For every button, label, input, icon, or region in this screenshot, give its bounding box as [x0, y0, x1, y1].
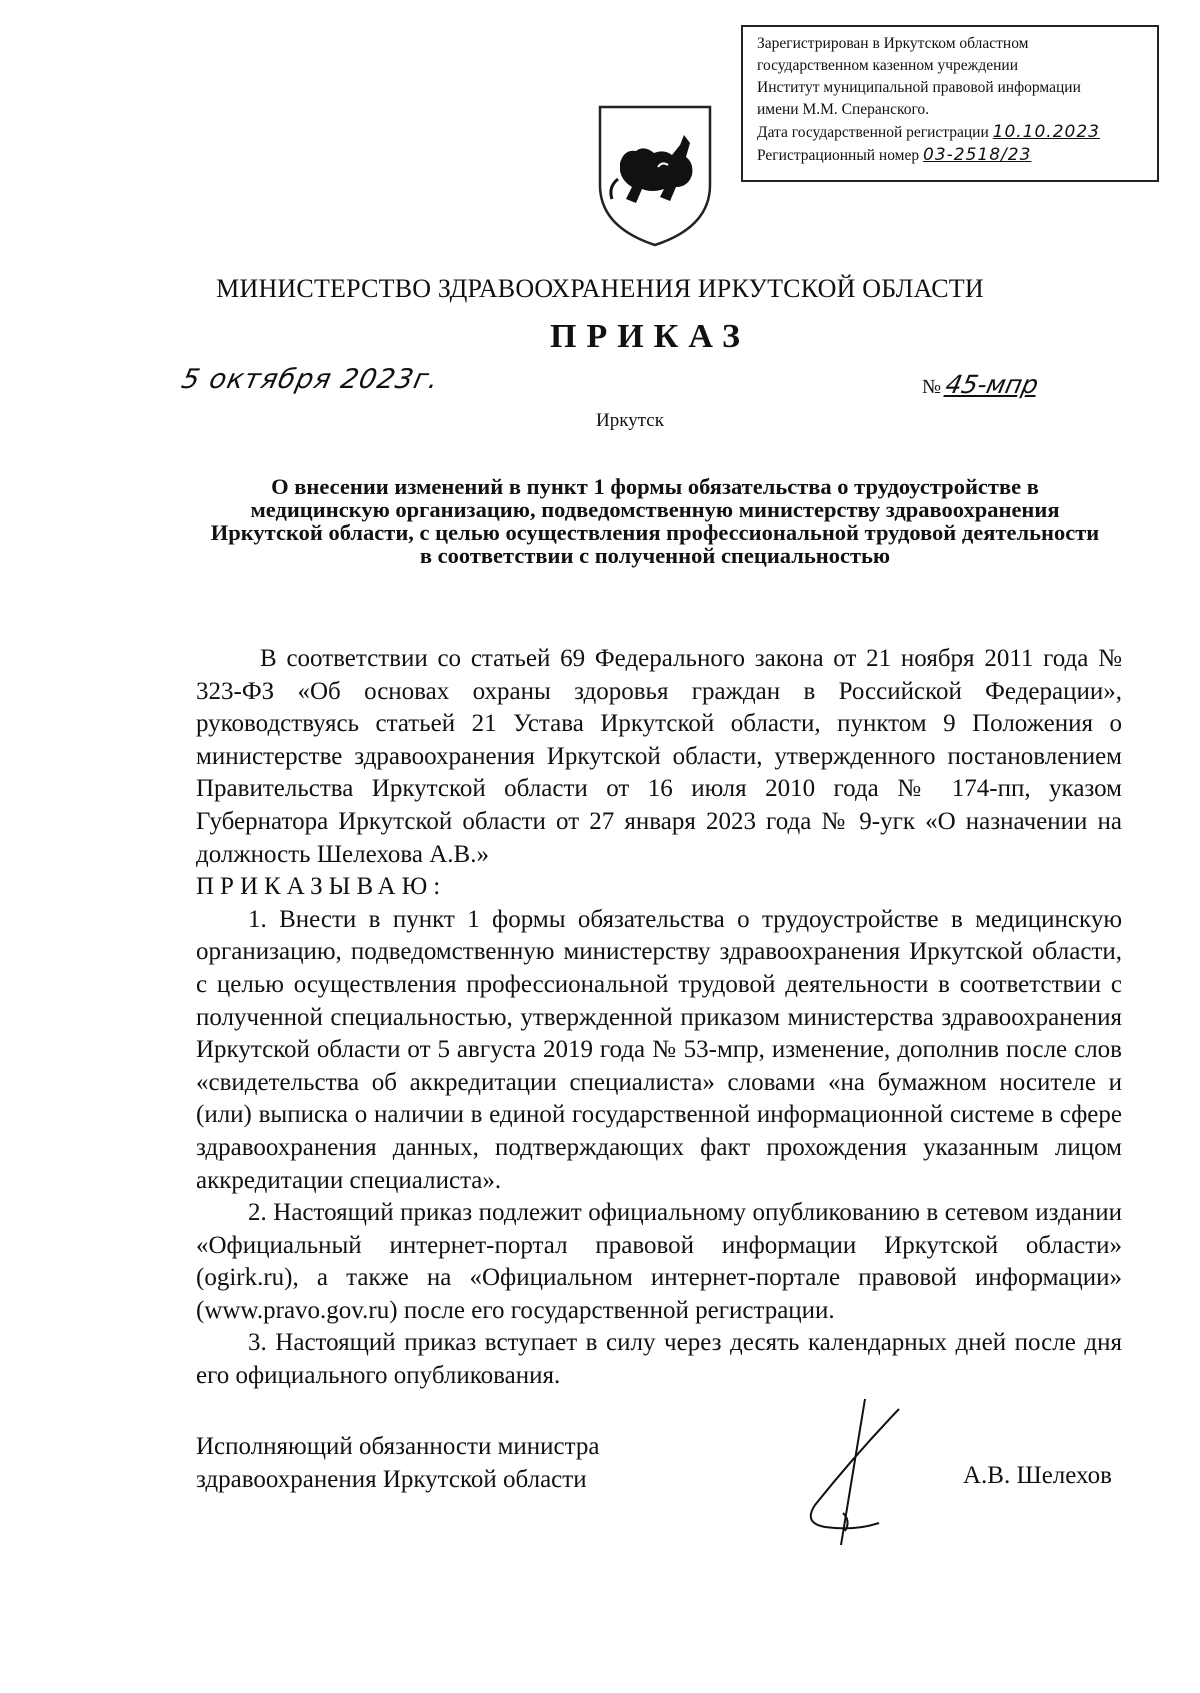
- registration-stamp: [741, 25, 1159, 182]
- stamp-line-2: государственном казенном учреждении: [757, 57, 1019, 74]
- city: Иркутск: [596, 410, 664, 431]
- preamble-paragraph: В соответствии со статьей 69 Федерального закона от 21 ноября 2011 года № 323-ФЗ «Об основах охраны здоровья граждан в Российской Федерации», руководствуясь статьей 21 Устава Иркутской области, пунктом 9 Положения о министерстве здравоохранения Иркутской области, утвержденного постановлением Правительства Иркутской области от 16 июля 2010 года № 174-пп, указом Губернатора Иркутской области от 27 января 2023 года № 9-угк «О назначении на должность Шелехова А.В.»: [196, 645, 1122, 868]
- position-line-2: здравоохранения Иркутской области: [196, 1466, 587, 1493]
- reg-number-label: Регистрационный номер: [757, 147, 920, 164]
- signatory-position: [196, 1430, 599, 1496]
- stamp-line-4: имени М.М. Сперанского.: [757, 101, 930, 118]
- number-prefix: №: [922, 376, 942, 398]
- stamp-reg-number: [757, 144, 1157, 167]
- document-number: [922, 370, 1042, 399]
- order-body: [196, 643, 1122, 1393]
- handwritten-number: 45-мпр: [943, 370, 1042, 399]
- coat-of-arms-icon: [598, 105, 712, 247]
- order-item-2: 2. Настоящий приказ подлежит официальному опубликованию в сетевом издании «Официальный интернет-портал правовой информации Иркутской области» (ogirk.ru), а также на «Официальном интернет-портале правовой информации» (www.pravo.gov.ru) после его государственной регистрации.: [196, 1199, 1122, 1324]
- handwritten-date: 5 октября 2023г.: [178, 364, 442, 395]
- ministry-name: МИНИСТЕРСТВО ЗДРАВООХРАНЕНИЯ ИРКУТСКОЙ ОБЛАСТИ: [216, 274, 984, 303]
- reg-date-label: Дата государственной регистрации: [757, 124, 989, 141]
- document-type: ПРИКАЗ: [550, 318, 750, 355]
- handwritten-signature-icon: [795, 1395, 925, 1555]
- order-item-3: 3. Настоящий приказ вступает в силу через десять календарных дней после дня его официального опубликования.: [196, 1329, 1122, 1390]
- stamp-line-1: Зарегистрирован в Иркутском областном: [757, 35, 1029, 52]
- order-word: ПРИКАЗЫВАЮ:: [196, 873, 447, 901]
- stamp-line-3: Институт муниципальной правовой информации: [757, 79, 1081, 96]
- order-title: О внесении изменений в пункт 1 формы обязательства о трудоустройстве в медицинскую организацию, подведомственную министерству здравоохранения Иркутской области, с целью осуществления профессиональной трудовой деятельности в соответствии с полученной специальностью: [210, 474, 1100, 568]
- reg-number-value: 03-2518/23: [923, 145, 1032, 165]
- position-line-1: Исполняющий обязанности министра: [196, 1433, 600, 1460]
- reg-date-value: 10.10.2023: [992, 122, 1100, 142]
- signatory-name: А.В. Шелехов: [963, 1462, 1112, 1489]
- stamp-reg-date: [757, 121, 1157, 144]
- order-item-1: 1. Внести в пункт 1 формы обязательства о трудоустройстве в медицинскую организацию, подведомственную министерству здравоохранения Иркутской области, с целью осуществления профессиональной трудовой деятельности в соответствии с полученной специальностью, утвержденной приказом министерства здравоохранения Иркутской области от 5 августа 2019 года № 53-мпр, изменение, дополнив после слов «свидетельства об аккредитации специалиста» словами «на бумажном носителе и (или) выписка о наличии в единой государственной информационной системе в сфере здравоохранения данных, подтверждающих факт прохождения указанным лицом аккредитации специалиста».: [196, 905, 1122, 1194]
